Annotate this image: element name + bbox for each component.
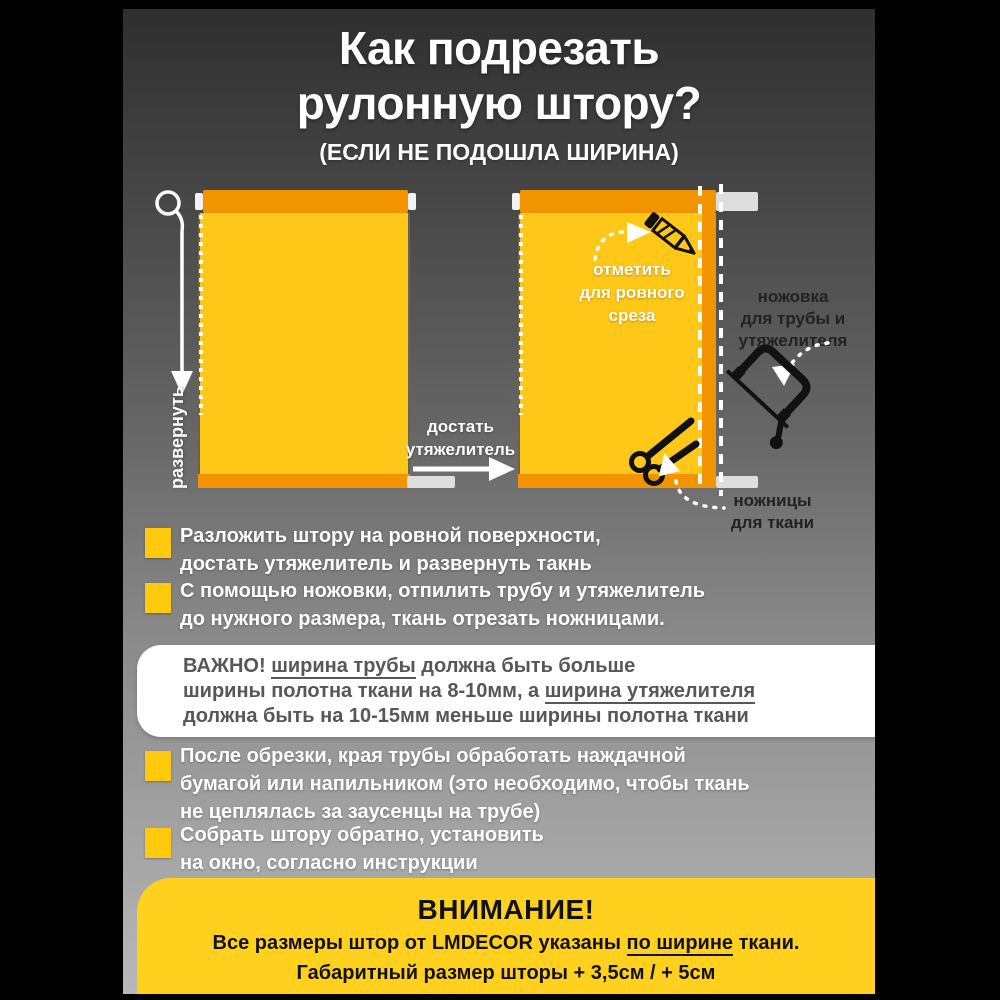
pull-weight-label: достать утяжелитель: [405, 417, 516, 459]
blind-fabric-left: [198, 213, 410, 474]
attention-line-2: Габаритный размер шторы + 3,5см / + 5см: [296, 962, 716, 984]
page-subtitle: (ЕСЛИ НЕ ПОДОШЛА ШИРИНА): [319, 139, 679, 165]
underlined-by-width: по ширине: [626, 932, 734, 954]
underlined-weight-width: ширина утяжелителя: [544, 680, 756, 702]
important-note-text: ВАЖНО! ширина трубы должна быть больше ширины полотна ткани на 8-10мм, а ширина утяжелителя должна быть на 10-15мм меньше ширины полотна ткани: [183, 655, 756, 727]
weight-bar-left-blind: [198, 474, 410, 488]
right-arrow-icon: [411, 456, 516, 482]
hacksaw-icon: [721, 337, 816, 437]
attention-box: [137, 878, 875, 994]
underlined-tube-width: ширина трубы: [271, 655, 416, 677]
title-line-2: рулонную штору?: [296, 77, 702, 129]
step-4: Собрать штору обратно, установить на окно, согласно инструкции: [180, 824, 544, 874]
unroll-label: развернуть: [167, 386, 187, 489]
step-bullet-2: [145, 583, 171, 613]
step-bullet-1: [145, 528, 171, 558]
step-1: Разложить штору на ровной поверхности, достать утяжелитель и развернуть такнь: [180, 525, 601, 575]
attention-title: ВНИМАНИЕ!: [417, 894, 595, 925]
step-3: После обрезки, края трубы обработать наждачной бумагой или напильником (это необходимо, чтобы ткань не цеплялась за заусенцы на трубе): [180, 745, 750, 823]
content-panel: [123, 9, 875, 994]
hacksaw-label: ножовка для трубы и утяжелителя: [738, 287, 848, 350]
tube-endcap-left-2: [512, 193, 520, 210]
mark-label: отметить для ровного среза: [579, 260, 685, 325]
bead-chain-icon-2: [519, 215, 523, 415]
roller-tube-left: [203, 190, 408, 213]
title-line-1: Как подрезать: [338, 22, 660, 74]
tube-endcap-right: [408, 193, 416, 210]
attention-line-1: Все размеры штор от LMDECOR указаны по ширине ткани.: [212, 932, 800, 954]
loop-arrow-icon: [151, 187, 201, 402]
page-title: [123, 21, 875, 131]
step-bullet-3: [145, 751, 171, 781]
step-2: С помощью ножовки, отпилить трубу и утяжелитель до нужного размера, ткань отрезать ножницами.: [180, 580, 706, 630]
step-bullet-4: [145, 828, 171, 858]
scissors-label: ножницы для ткани: [730, 491, 815, 532]
important-note-box: [137, 645, 875, 737]
